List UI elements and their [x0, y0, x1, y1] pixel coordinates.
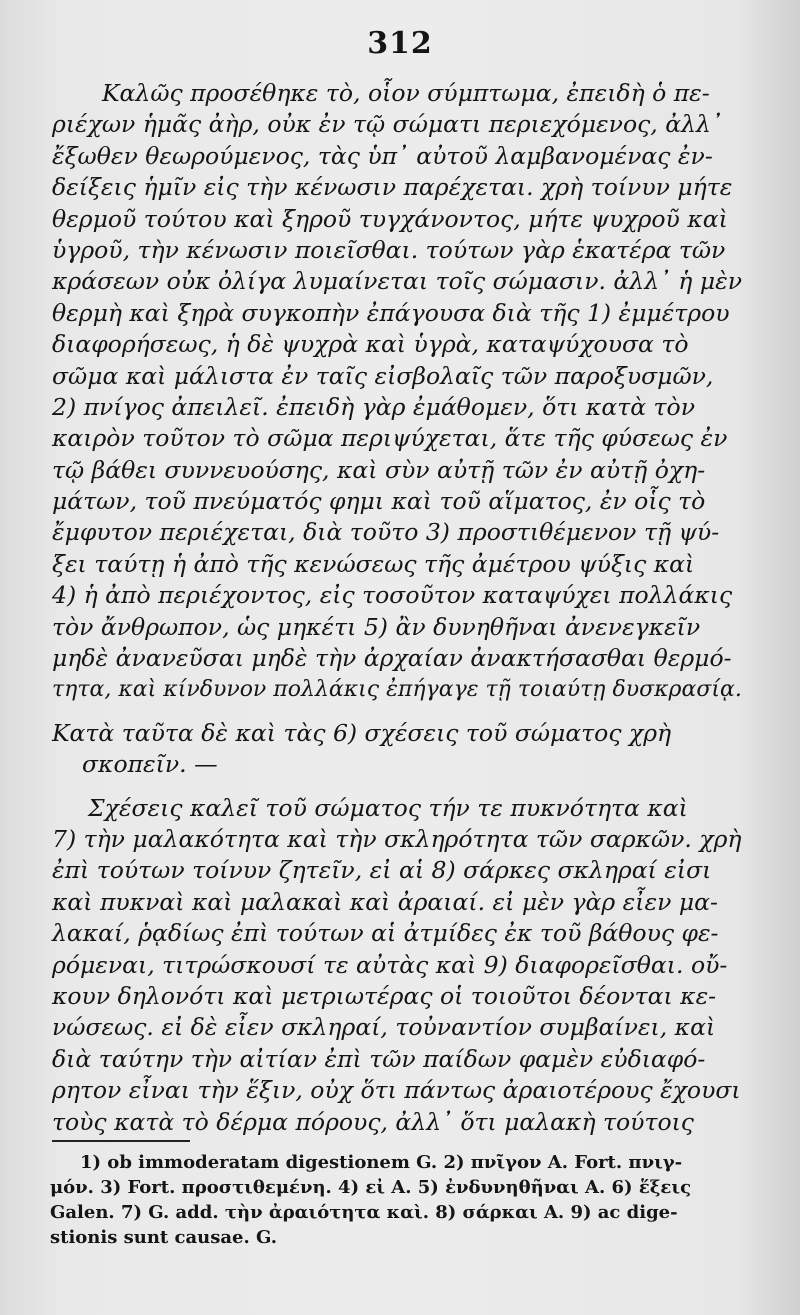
text-line: σῶμα καὶ μάλιστα ἐν ταῖς εἰσβολαῖς τῶν παροξυσμῶν, — [52, 361, 714, 390]
text-line: ρόμεναι, τιτρώσκουσί τε αὐτὰς καὶ 9) διαφορεῖσθαι. οὔ- — [52, 950, 728, 979]
text-line: τητα, καὶ κίνδυνον πολλάκις ἐπήγαγε τῇ τοιαύτῃ δυσκρασίᾳ. — [52, 677, 742, 703]
text-line: κουν δηλονότι καὶ μετριωτέρας οἱ τοιοῦτοι δέονται κε- — [52, 981, 717, 1010]
text-line: ρητον εἶναι τὴν ἕξιν, οὐχ ὅτι πάντως ἀραιοτέρους ἔχουσι — [52, 1076, 741, 1105]
text-line: καὶ πυκναὶ καὶ μαλακαὶ καὶ ἀραιαί. εἰ μὲν γὰρ εἶεν μα- — [52, 887, 718, 916]
text-line: σκοπεῖν. — — [82, 750, 218, 779]
text-line: ἐπὶ τούτων τοίνυν ζητεῖν, εἰ αἱ 8) σάρκες σκληραί εἰσι — [52, 856, 712, 885]
text-line: τὸν ἄνθρωπον, ὡς μηκέτι 5) ἂν δυνηθῆναι ἀνενεγκεῖν — [52, 612, 701, 641]
text-line: ἔξωθεν θεωρούμενος, τὰς ὑπ᾽ αὐτοῦ λαμβανομένας ἐν- — [52, 141, 713, 170]
text-line: λακαί, ῥᾳδίως ἐπὶ τούτων αἱ ἀτμίδες ἐκ τοῦ βάθους φε- — [52, 919, 719, 948]
text-line: Σχέσεις καλεῖ τοῦ σώματος τήν τε πυκνότητα καὶ — [88, 793, 688, 822]
footnote-line: stionis sunt causae. G. — [50, 1227, 277, 1248]
text-line: δείξεις ἡμῖν εἰς τὴν κένωσιν παρέχεται. χρὴ τοίνυν μήτε — [52, 173, 733, 202]
text-line: καιρὸν τοῦτον τὸ σῶμα περιψύχεται, ἅτε τῆς φύσεως ἐν — [52, 424, 728, 453]
text-line: 4) ἡ ἀπὸ περιέχοντος, εἰς τοσοῦτον καταψύχει πολλάκις — [52, 581, 733, 610]
text-line: 2) πνίγος ἀπειλεῖ. ἐπειδὴ γὰρ ἐμάθομεν, ὅτι κατὰ τὸν — [52, 392, 695, 421]
paragraph-1 — [52, 78, 742, 706]
text-line: τῷ βάθει συννευούσης, καὶ σὺν αὐτῇ τῶν ἐν αὐτῇ ὀχη- — [52, 455, 706, 484]
footnote-line: μόν. 3) Fort. προστιθεμένη. 4) εἰ A. 5) ἐνδυνηθῆναι A. 6) ἕξεις — [50, 1177, 692, 1198]
text-line: 7) τὴν μαλακότητα καὶ τὴν σκληρότητα τῶν σαρκῶν. χρὴ — [52, 824, 742, 853]
paragraph-3 — [52, 793, 742, 1138]
text-line: θερμὴ καὶ ξηρὰ συγκοπὴν ἐπάγουσα διὰ τῆς 1) ἐμμέτρου — [52, 298, 730, 327]
text-line: κράσεων οὐκ ὀλίγα λυμαίνεται τοῖς σώμασιν. ἀλλ᾽ ἡ μὲν — [52, 267, 743, 296]
text-line: ὑγροῦ, τὴν κένωσιν ποιεῖσθαι. τούτων γὰρ ἑκατέρα τῶν — [52, 235, 726, 264]
footnote-line: Galen. 7) G. add. τὴν ἀραιότητα καὶ. 8) σάρκαι A. 9) ac dige- — [50, 1202, 678, 1223]
text-line: Καλῶς προσέθηκε τὸ, οἷον σύμπτωμα, ἐπειδὴ ὁ πε- — [102, 79, 710, 107]
footnote-rule — [52, 1140, 190, 1142]
footnotes — [50, 1150, 750, 1250]
text-line: ξει ταύτῃ ἡ ἀπὸ τῆς κενώσεως τῆς ἀμέτρου ψύξις καὶ — [52, 549, 695, 578]
text-line: ριέχων ἡμᾶς ἀὴρ, οὐκ ἐν τῷ σώματι περιεχόμενος, ἀλλ᾽ — [52, 110, 723, 139]
main-text — [52, 78, 742, 1138]
text-line: νώσεως. εἰ δὲ εἶεν σκληραί, τοὐναντίον συμβαίνει, καὶ — [52, 1013, 716, 1042]
text-line: θερμοῦ τούτου καὶ ξηροῦ τυγχάνοντος, μήτε ψυχροῦ καὶ — [52, 204, 728, 233]
paragraph-2 — [52, 718, 742, 781]
text-line: μηδὲ ἀνανεῦσαι μηδὲ τὴν ἀρχαίαν ἀνακτήσασθαι θερμό- — [52, 644, 732, 673]
text-line: Κατὰ ταῦτα δὲ καὶ τὰς 6) σχέσεις τοῦ σώματος χρὴ — [52, 718, 672, 747]
text-line: ἔμφυτον περιέχεται, διὰ τοῦτο 3) προστιθέμενον τῇ ψύ- — [52, 518, 720, 547]
text-line: μάτων, τοῦ πνεύματός φημι καὶ τοῦ αἵματος, ἐν οἷς τὸ — [52, 487, 706, 516]
text-line: τοὺς κατὰ τὸ δέρμα πόρους, ἀλλ᾽ ὅτι μαλακὴ τούτοις — [52, 1107, 694, 1136]
page-number: 312 — [367, 26, 433, 61]
text-line: διαφορήσεως, ἡ δὲ ψυχρὰ καὶ ὑγρὰ, καταψύχουσα τὸ — [52, 330, 689, 359]
text-line: διὰ ταύτην τὴν αἰτίαν ἐπὶ τῶν παίδων φαμὲν εὐδιαφό- — [52, 1044, 706, 1073]
footnote-line: 1) ob immoderatam digestionem G. 2) πνῖγον A. Fort. πνιγ- — [80, 1152, 683, 1173]
